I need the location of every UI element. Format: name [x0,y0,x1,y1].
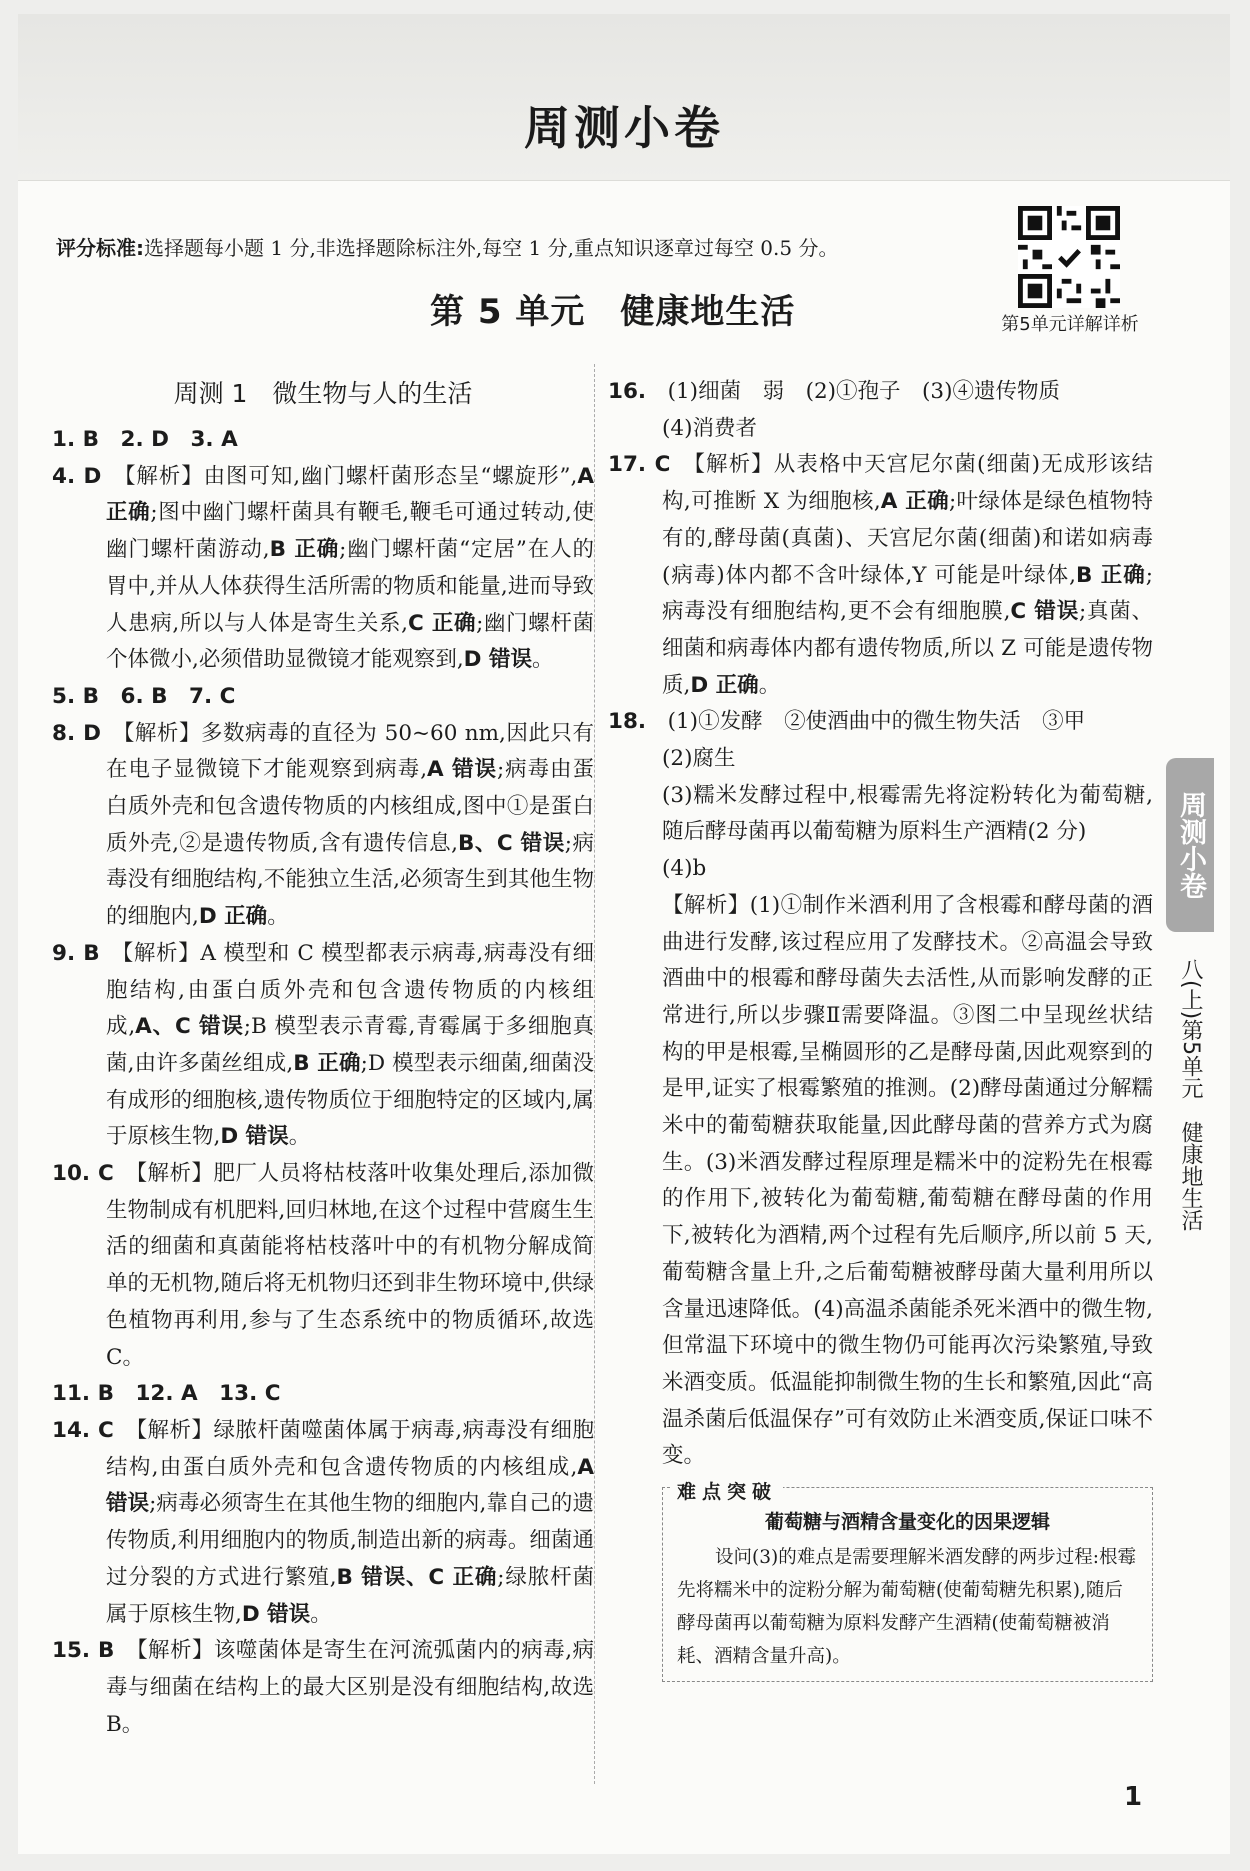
question-10: 10. C 【解析】肥厂人员将枯枝落叶收集处理后,添加微生物制成有机肥料,回归林地,在这个过程中营腐生生活的细菌和真菌能将枯枝落叶中的有机物分解成简单的无机物,随后将无机物归还到非生物环境中,供绿色植物再利用,参与了生态系统中的物质循环,故选 C。 [52,1161,594,1370]
question-16: 16. (1)细菌 弱 (2)①孢子 (3)④遗传物质 (4)消费者 [608,379,1060,441]
box-title: 葡萄糖与酒精含量变化的因果逻辑 [764,1511,1050,1534]
section-tab[interactable] [1166,758,1214,932]
question-17: 17. C 【解析】从表格中天宫尼尔菌(细菌)无成形该结构,可推断 X 为细胞核,A 正确;叶绿体是绿色植物特有的,酵母菌(真菌)、天宫尼尔菌(细菌)和诺如病毒(病毒)体内都不含叶绿体,Y 可能是叶绿体,B 正确;病毒没有细胞结构,更不会有细胞膜,C 错误;真菌、细菌和病毒体内都有遗传物质,所以 Z 可能是遗传物质,D 正确。 [608,452,1154,698]
difficulty-breakthrough-box [662,1481,1153,1682]
question-14: 14. C 【解析】绿脓杆菌噬菌体属于病毒,病毒没有细胞结构,由蛋白质外壳和包含遗传物质的内核组成,A 错误;病毒必须寄生在其他生物的细胞内,靠自己的遗传物质,利用细胞内的物质,制造出新的病毒。细菌通过分裂的方式进行繁殖,B 错误、C 正确;绿脓杆菌属于原核生物,D 错误。 [52,1417,595,1627]
scoring-text: 选择题每小题 1 分,非选择题除标注外,每空 1 分,重点知识逐章过每空 0.5 分。 [144,236,839,260]
right-column [608,374,1153,1682]
left-column [52,374,594,1743]
header-banner [18,14,1230,181]
box-tag: 难点突破 [671,1474,783,1511]
question-15: 15. B 【解析】该噬菌体是寄生在河流弧菌内的病毒,病毒与细菌在结构上的最大区别是没有细胞结构,故选 B。 [52,1638,594,1737]
question-4: 4. D 【解析】由图可知,幽门螺杆菌形态呈“螺旋形”,A 正确;图中幽门螺杆菌具有鞭毛,鞭毛可通过转动,使幽门螺杆菌游动,B 正确;幽门螺杆菌“定居”在人的胃中,并从人体获得生活所需的物质和能量,进而导致人患病,所以与人体是寄生关系,C 正确;幽门螺杆菌个体微小,必须借助显微镜才能观察到,D 错误。 [52,463,595,673]
box-body: 设问(3)的难点是需要理解米酒发酵的两步过程:根霉先将糯米中的淀粉分解为葡萄糖(使葡萄糖先积累),随后酵母菌再以葡萄糖为原料发酵产生酒精(使葡萄糖被消耗、酒精含量升高)。 [677,1546,1136,1667]
qr-code-icon[interactable] [1018,206,1120,308]
page-title: 周测小卷 [524,101,724,155]
question-8: 8. D 【解析】多数病毒的直径为 50~60 nm,因此只有在电子显微镜下才能观察到病毒,A 错误;病毒由蛋白质外壳和包含遗传物质的内核组成,图中①是蛋白质外壳,②是遗传物质,含有遗传信息,B、C 错误;病毒没有细胞结构,不能独立生活,必须寄生到其他生物的细胞内,D 正确。 [52,720,594,930]
side-vertical-label: 八(上)第5单元 健康地生活 [1178,958,1203,1232]
scoring-label: 评分标准: [56,236,144,260]
page-number: 1 [1124,1782,1143,1812]
unit-title: 第 5 单元 健康地生活 [430,292,796,332]
answers-11-13: 11. B 12. A 13. C [52,1381,281,1407]
section-tab-label: 周测小卷 [1175,791,1206,899]
question-18-analysis: 【解析】(1)①制作米酒利用了含根霉和酵母菌的酒曲进行发酵,该过程应用了发酵技术。②高温会导致酒曲中的根霉和酵母菌失去活性,从而影响发酵的正常进行,所以步骤Ⅱ需要降温。③图二中呈现丝状结构的甲是根霉,呈椭圆形的乙是酵母菌,因此观察到的是甲,证实了根霉繁殖的推测。(2)酵母菌通过分解糯米中的葡萄糖获取能量,因此酵母菌的营养方式为腐生。(3)米酒发酵过程原理是糯米中的淀粉先在根霉的作用下,被转化为葡萄糖,葡萄糖在酵母菌的作用下,被转化为酒精,两个过程有先后顺序,所以前 5 天,葡萄糖含量上升,之后葡萄糖被酵母菌大量利用所以含量迅速降低。(4)高温杀菌能杀死米酒中的微生物,但常温下环境中的微生物仍可能再次污染繁殖,导致米酒变质。低温能抑制微生物的生长和繁殖,因此“高温杀菌后低温保存”可有效防止米酒变质,保证口味不变。 [662,892,1153,1469]
column-divider [594,364,595,1784]
question-18: 18. (1)①发酵 ②使酒曲中的微生物失活 ③甲 (2)腐生 (3)糯米发酵过程中,根霉需先将淀粉转化为葡萄糖,随后酵母菌再以葡萄糖为原料生产酒精(2 分) (4)b 【解析】(1)①制作米酒利用了含根霉和酵母菌的酒曲进行发酵,该过程应用了发酵技术。②高温会导致酒曲中的根霉和酵母菌失去活性,从而影响发酵的正常进行,所以步骤Ⅱ需要降温。③图二中呈现丝状结构的甲是根霉,呈椭圆形的乙是酵母菌,因此观察到的是甲,证实了根霉繁殖的推测。(2)酵母菌通过分解糯米中的葡萄糖获取能量,因此酵母菌的营养方式为腐生。(3)米酒发酵过程原理是糯米中的淀粉先在根霉的作用下,被转化为葡萄糖,葡萄糖在酵母菌的作用下,被转化为酒精,两个过程有先后顺序,所以前 5 天,葡萄糖含量上升,之后葡萄糖被酵母菌大量利用所以含量迅速降低。(4)高温杀菌能杀死米酒中的微生物,但常温下环境中的微生物仍可能再次污染繁殖,导致米酒变质。低温能抑制微生物的生长和繁殖,因此“高温杀菌后低温保存”可有效防止米酒变质,保证口味不变。 [608,709,1153,1469]
qr-caption: 第5单元详解详析 [1001,314,1139,335]
scoring-standard [56,232,838,261]
week-title: 周测 1 微生物与人的生活 [173,379,473,408]
answers-1-3: 1. B 2. D 3. A [52,427,238,452]
question-9: 9. B 【解析】A 模型和 C 模型都表示病毒,病毒没有细胞结构,由蛋白质外壳和包含遗传物质的内核组成,A、C 错误;B 模型表示青霉,青霉属于多细胞真菌,由许多菌丝组成,B 正确;D 模型表示细菌,细菌没有成形的细胞核,遗传物质位于细胞特定的区域内,属于原核生物,D 错误。 [52,940,595,1150]
answers-5-7: 5. B 6. B 7. C [52,683,236,709]
